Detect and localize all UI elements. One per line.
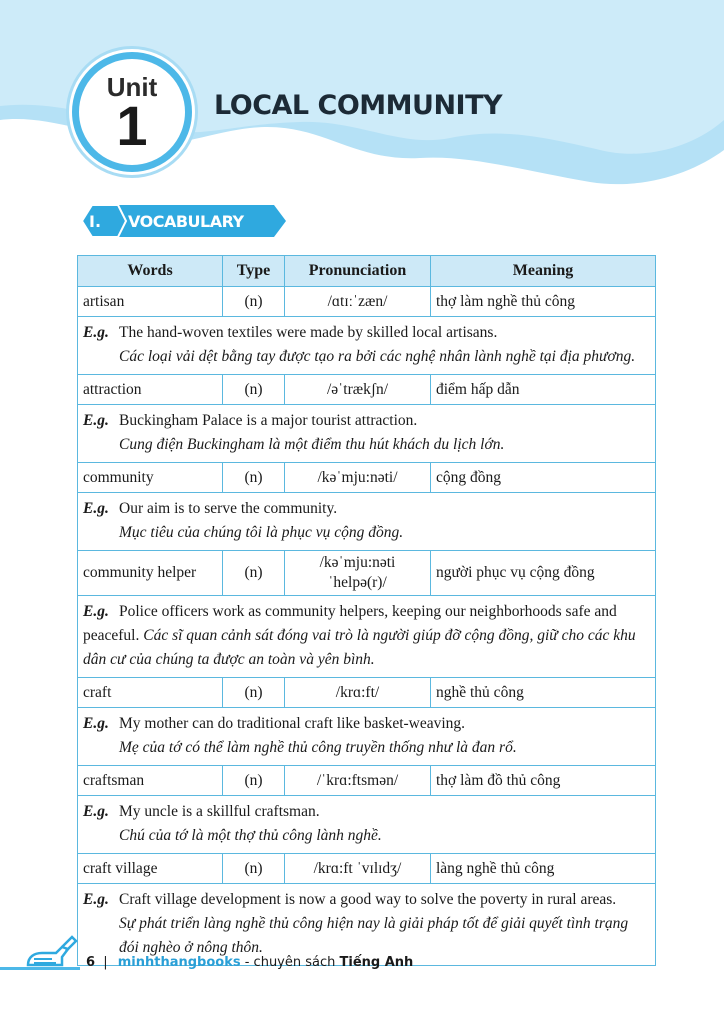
example-row — [78, 796, 656, 854]
word-cell: craft — [78, 678, 223, 708]
example-cell — [78, 493, 656, 551]
type-cell: (n) — [223, 678, 285, 708]
footer-separator: | — [103, 955, 108, 970]
example-label: E.g. — [83, 324, 109, 341]
pronunciation-cell — [285, 551, 431, 596]
word-cell: community helper — [78, 551, 223, 596]
example-row — [78, 884, 656, 966]
word-row — [78, 463, 656, 493]
word-cell: craftsman — [78, 766, 223, 796]
header-pronunciation: Pronunciation — [285, 256, 431, 287]
type-cell: (n) — [223, 287, 285, 317]
example-english: Police officers work as community helpers, keeping our neighborhoods safe and peaceful. — [83, 603, 617, 644]
pronunciation-cell: /krɑ:ft ˈvɪlɪdʒ/ — [285, 854, 431, 884]
meaning-cell: nghề thủ công — [431, 678, 656, 708]
page-number: 6 — [86, 955, 96, 970]
example-label: E.g. — [83, 603, 109, 620]
example-english: My uncle is a skillful craftsman. — [119, 803, 320, 820]
example-cell — [78, 708, 656, 766]
section-heading — [78, 203, 288, 239]
example-cell — [78, 317, 656, 375]
example-cell — [78, 884, 656, 966]
example-english: The hand-woven textiles were made by skilled local artisans. — [119, 324, 498, 341]
example-label: E.g. — [83, 500, 109, 517]
pronunciation-cell: /ˈkrɑ:ftsmən/ — [285, 766, 431, 796]
section-number: I. — [88, 211, 102, 231]
meaning-cell: điểm hấp dẫn — [431, 375, 656, 405]
example-cell — [78, 405, 656, 463]
example-row — [78, 493, 656, 551]
header-meaning: Meaning — [431, 256, 656, 287]
footer-tagline-bold: Tiếng Anh — [339, 955, 414, 970]
footer-rule — [0, 967, 80, 970]
word-cell: attraction — [78, 375, 223, 405]
example-english: Our aim is to serve the community. — [119, 500, 338, 517]
unit-label: Unit — [106, 72, 158, 102]
example-vietnamese: Các loại vải dệt bằng tay được tạo ra bởi các nghệ nhân lành nghề tại địa phương. — [119, 348, 636, 365]
example-row — [78, 596, 656, 678]
header-type: Type — [223, 256, 285, 287]
example-vietnamese: Mục tiêu của chúng tôi là phục vụ cộng đồng. — [119, 524, 404, 541]
type-cell: (n) — [223, 375, 285, 405]
example-row — [78, 405, 656, 463]
pronunciation-cell: /ɑtɪːˈzæn/ — [285, 287, 431, 317]
pronunciation-cell: /krɑ:ft/ — [285, 678, 431, 708]
example-vietnamese: Cung điện Buckingham là một điểm thu hút khách du lịch lớn. — [119, 436, 505, 453]
word-row — [78, 678, 656, 708]
pronunciation-cell: /əˈtrækʃn/ — [285, 375, 431, 405]
example-english: Craft village development is now a good way to solve the poverty in rural areas. — [119, 891, 617, 908]
table-header-row — [78, 256, 656, 287]
example-vietnamese: Chú của tớ là một thợ thủ công lành nghề. — [119, 827, 382, 844]
section-title: VOCABULARY — [128, 211, 244, 231]
example-row — [78, 317, 656, 375]
word-row — [78, 854, 656, 884]
meaning-cell: thợ làm đồ thủ công — [431, 766, 656, 796]
word-cell: community — [78, 463, 223, 493]
pronunciation-line-1: /kəˈmju:nəti — [319, 554, 396, 571]
example-vietnamese: Sự phát triển làng nghề thủ công hiện nay là giải pháp tốt để giải quyết tình trạng đói nghèo ở nông thôn. — [119, 915, 629, 956]
example-label: E.g. — [83, 891, 109, 908]
pronunciation-cell: /kəˈmju:nəti/ — [285, 463, 431, 493]
example-row — [78, 708, 656, 766]
meaning-cell: người phục vụ cộng đồng — [431, 551, 656, 596]
example-label: E.g. — [83, 715, 109, 732]
meaning-cell: cộng đồng — [431, 463, 656, 493]
footer-tagline: - chuyên sách — [244, 955, 340, 970]
word-row — [78, 551, 656, 596]
footer-brand: minhthangbooks — [117, 955, 241, 970]
word-cell: craft village — [78, 854, 223, 884]
type-cell: (n) — [223, 766, 285, 796]
unit-number: 1 — [116, 94, 148, 157]
unit-badge — [72, 52, 192, 172]
word-row — [78, 287, 656, 317]
example-label: E.g. — [83, 803, 109, 820]
example-english: Buckingham Palace is a major tourist attraction. — [119, 412, 418, 429]
unit-title: LOCAL COMMUNITY — [214, 90, 503, 121]
page-footer — [86, 955, 413, 970]
type-cell: (n) — [223, 551, 285, 596]
pronunciation-line-2: ˈhelpə(r)/ — [328, 574, 387, 591]
vocabulary-table — [77, 255, 656, 966]
example-english: My mother can do traditional craft like basket-weaving. — [119, 715, 466, 732]
word-row — [78, 766, 656, 796]
meaning-cell: thợ làm nghề thủ công — [431, 287, 656, 317]
example-cell — [78, 596, 656, 678]
type-cell: (n) — [223, 463, 285, 493]
word-row — [78, 375, 656, 405]
example-vietnamese: Mẹ của tớ có thể làm nghề thủ công truyền thống như là đan rổ. — [119, 739, 517, 756]
meaning-cell: làng nghề thủ công — [431, 854, 656, 884]
type-cell: (n) — [223, 854, 285, 884]
example-cell — [78, 796, 656, 854]
example-label: E.g. — [83, 412, 109, 429]
word-cell: artisan — [78, 287, 223, 317]
example-vietnamese: Các sĩ quan cảnh sát đóng vai trò là người giúp đỡ cộng đồng, giữ cho các khu dân cư của chúng ta được an toàn và yên bình. — [83, 627, 636, 668]
header-words: Words — [78, 256, 223, 287]
